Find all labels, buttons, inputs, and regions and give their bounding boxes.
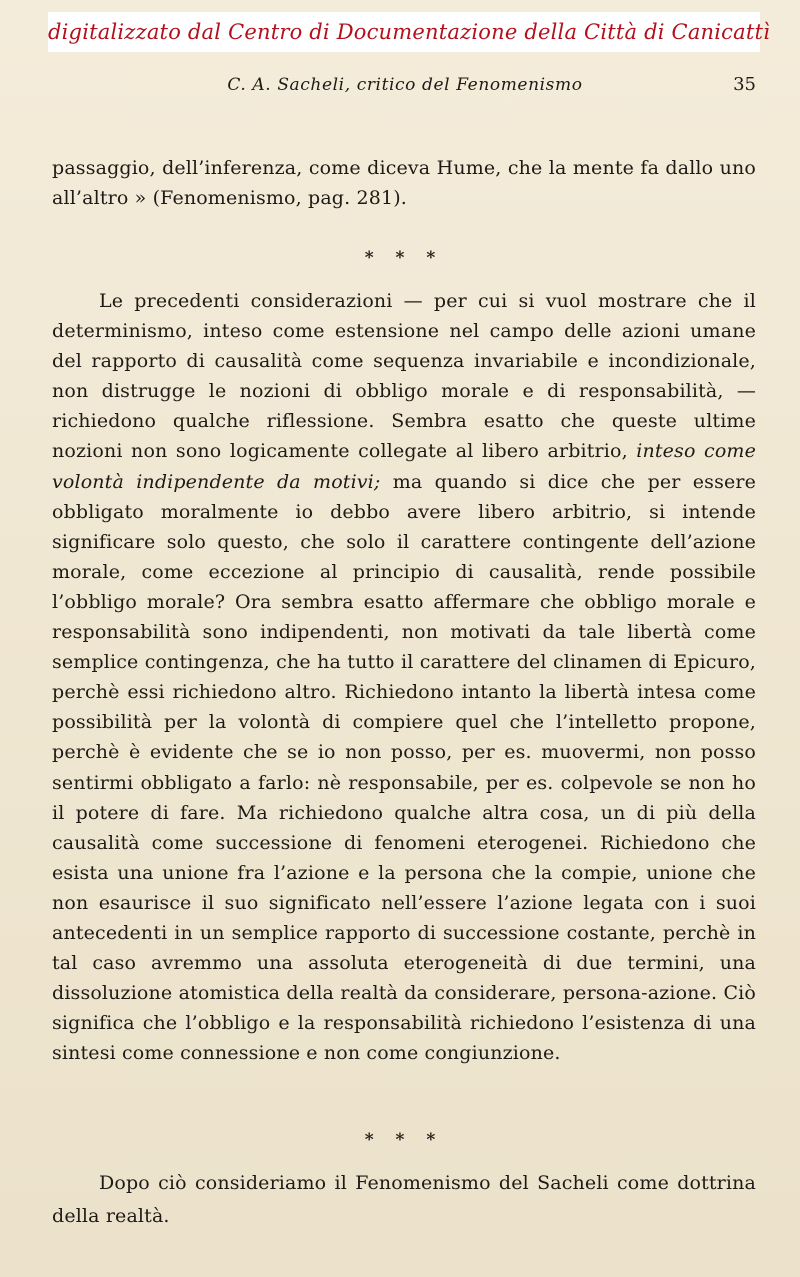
paragraph-2-part2: ma quando si dice che per essere obbligato moralmente io debbo avere libero arbitrio, si intende significare solo questo, che solo il carattere contingente dell’azione morale, come eccezione al principio di causalità, rende possibile l’obbligo morale? Ora sembra esatto affermare che obbligo morale e responsabilità sono indipendenti, non motivati da tale libertà come semplice contingenza, che ha tutto il carattere del clinamen di Epicuro, perchè essi richiedono altro. Richiedono intanto la libertà intesa come possibilità per la volontà di compiere quel che l’intelletto propone, perchè è evidente che se io non posso, per es. muovermi, non posso sentirmi obbligato a farlo: nè responsabile, per es. colpevole se non ho il potere di fare. Ma richiedono qualche altra cosa, un di più della causalità come successione di fenomeni eterogenei. Richiedono che esista una unione fra l’azione e la persona che la compie, unione che non esaurisce il suo significato nell’essere l’azione legata con i suoi antecedenti in un semplice rapporto di successione costante, perchè in tal caso avremmo una assoluta eterogeneità di due termini, una dissoluzione atomistica della realtà da considerare, persona-azione. Ciò significa che l’obbligo e la responsabilità richiedono l’esistenza di una sintesi come connessione e non come congiunzione. — [52, 470, 756, 1065]
paragraph-final — [52, 1167, 756, 1233]
paragraph-2-italic: inteso come volontà indipendente da motivi; — [52, 440, 756, 493]
section-separator: * * * — [364, 248, 444, 268]
digitization-watermark: digitalizzato dal Centro di Documentazione della Città di Canicattì — [48, 12, 760, 52]
running-title: C. A. Sacheli, critico del Fenomenismo — [227, 75, 583, 95]
paragraph-2-text — [52, 286, 756, 1068]
section-separator: * * * — [364, 1130, 444, 1150]
paragraph-2-part1: Le precedenti considerazioni — per cui si vuol mostrare che il determinismo, inteso come estensione nel campo delle azioni umane del rapporto di causalità come sequenza invariabile e incondizionale, non distrugge le nozioni di obbligo morale e di responsabilità, — richiedono qualche riflessione. Sembra esatto che queste ultime nozioni non sono logicamente collegate al libero arbitrio, — [52, 290, 756, 463]
paragraph-3-text: Dopo ciò consideriamo il Fenomenismo del Sacheli come dottrina della realtà. — [52, 1172, 756, 1227]
running-header — [52, 70, 758, 100]
paragraph-continuation — [52, 153, 756, 213]
paragraph-1-text: passaggio, dell’inferenza, come diceva Hume, che la mente fa dallo uno all’altro » (Fenomenismo, pag. 281). — [52, 157, 756, 210]
paragraph-main — [52, 286, 756, 1068]
page-number: 35 — [733, 74, 756, 95]
